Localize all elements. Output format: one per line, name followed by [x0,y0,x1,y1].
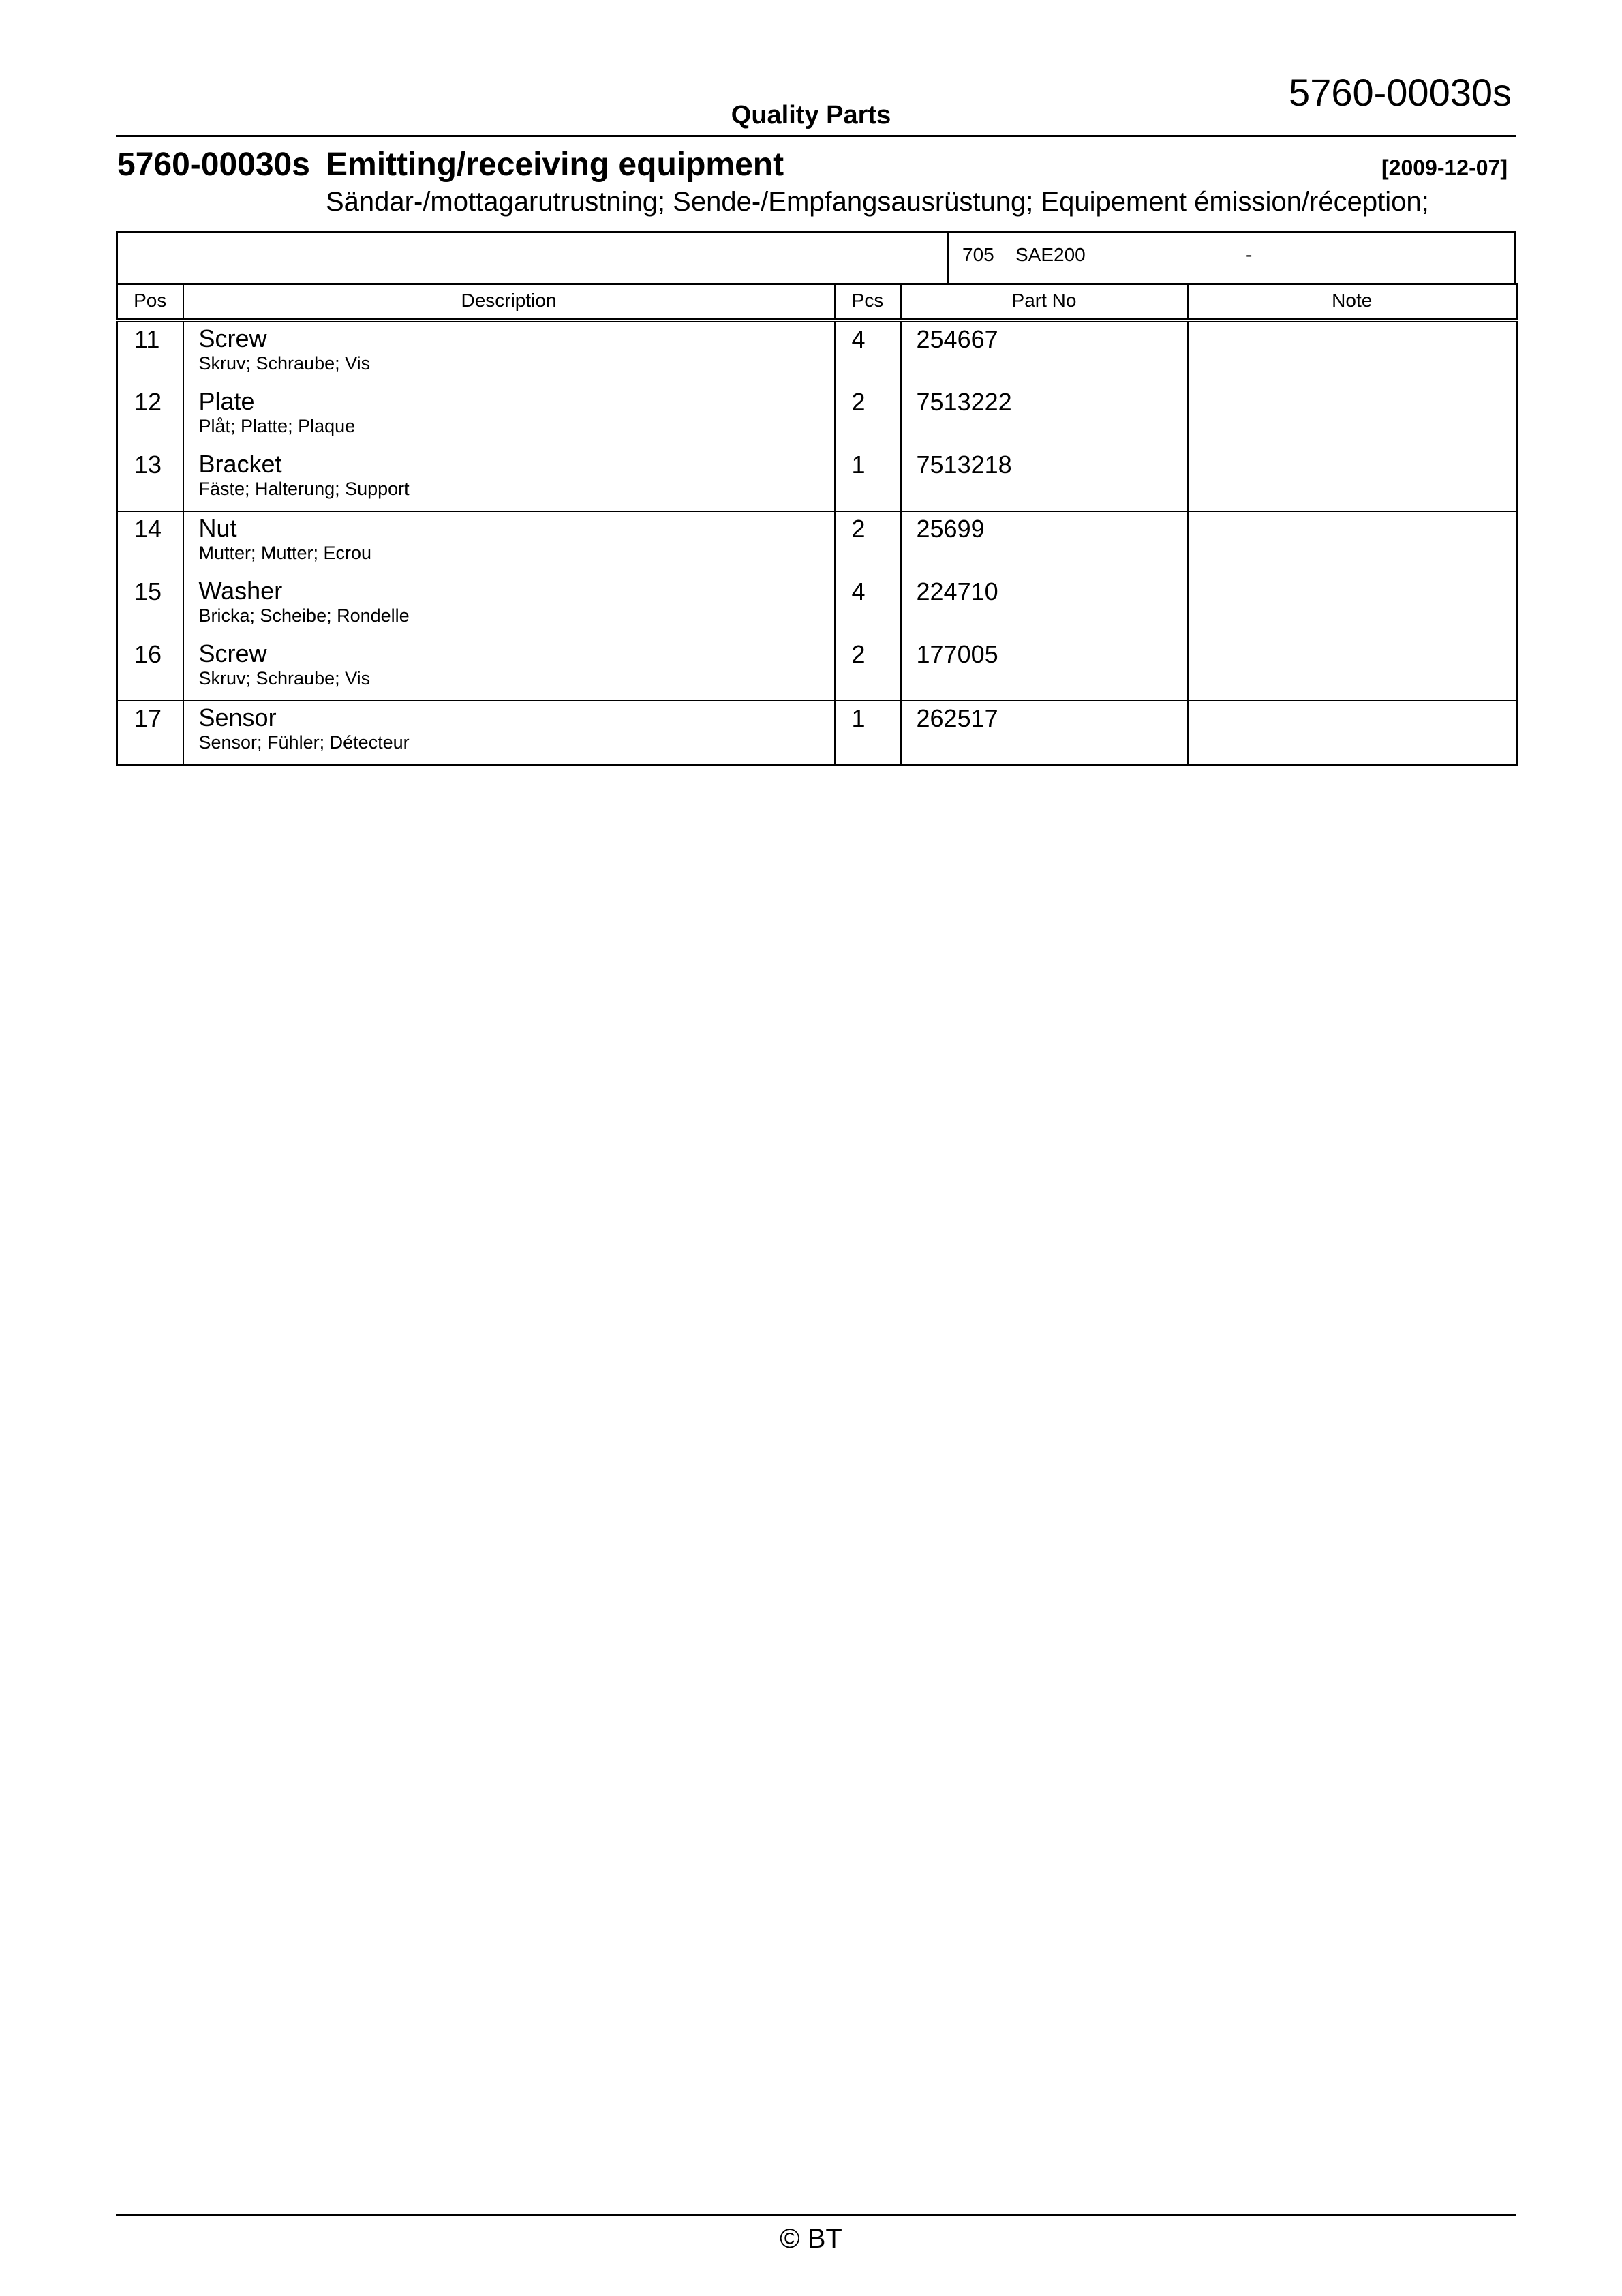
table-row [117,320,1517,385]
document-number: 5760-00030s [1289,71,1512,114]
table-row [117,511,1517,575]
row-note [1188,511,1517,575]
row-part-no: 7513218 [901,448,1188,511]
row-pos: 16 [117,637,183,701]
row-part-no: 254667 [901,320,1188,385]
table-row [117,448,1517,511]
row-translation: Mutter; Mutter; Ecrou [198,543,372,563]
row-description [183,575,835,637]
row-note [1188,637,1517,701]
row-name: Sensor [198,704,277,731]
part-code: 5760-00030s [117,147,310,183]
row-pcs: 2 [835,385,901,448]
row-pcs: 2 [835,637,901,701]
model-info-box [116,231,1516,285]
row-pos: 12 [117,385,183,448]
row-translation: Bricka; Scheibe; Rondelle [198,605,410,626]
row-description [183,320,835,385]
table-header-row [117,283,1517,320]
model-number: 705 [962,244,994,265]
model-info-divider [947,233,949,283]
header-divider [116,135,1516,137]
row-note [1188,320,1517,385]
table-row [117,575,1517,637]
page-header-title: Quality Parts [731,101,891,130]
column-header-part-no: Part No [901,283,1188,320]
row-part-no: 25699 [901,511,1188,575]
row-pcs: 4 [835,575,901,637]
row-translation: Skruv; Schraube; Vis [198,353,371,374]
model-range: - [1246,244,1253,265]
row-pos: 11 [117,320,183,385]
row-note [1188,701,1517,766]
row-description [183,448,835,511]
row-translation: Skruv; Schraube; Vis [198,668,371,689]
row-translation: Fäste; Halterung; Support [198,479,410,499]
column-header-pos: Pos [117,283,183,320]
row-note [1188,575,1517,637]
part-date: [2009-12-07] [1381,155,1508,180]
row-description [183,511,835,575]
row-pos: 13 [117,448,183,511]
row-pos: 17 [117,701,183,766]
row-pcs: 4 [835,320,901,385]
row-translation: Sensor; Fühler; Détecteur [198,732,410,753]
row-pos: 14 [117,511,183,575]
row-name: Bracket [198,450,282,478]
row-part-no: 7513222 [901,385,1188,448]
part-title-translations: Sändar-/mottagarutrustning; Sende-/Empfangsausrüstung; Equipement émission/réception; [326,187,1429,217]
table-row [117,637,1517,701]
row-part-no: 262517 [901,701,1188,766]
row-name: Plate [198,387,255,415]
column-header-pcs: Pcs [835,283,901,320]
footer-copyright: © BT [780,2224,842,2254]
row-note [1188,385,1517,448]
parts-table [116,283,1518,766]
row-part-no: 177005 [901,637,1188,701]
row-pos: 15 [117,575,183,637]
row-description [183,701,835,766]
part-title: Emitting/receiving equipment [326,147,784,183]
table-row [117,701,1517,766]
model-name: SAE200 [1015,244,1086,265]
column-header-note: Note [1188,283,1517,320]
row-pcs: 1 [835,448,901,511]
table-row [117,385,1517,448]
row-description [183,385,835,448]
row-name: Nut [198,514,237,542]
row-part-no: 224710 [901,575,1188,637]
row-note [1188,448,1517,511]
footer-divider [116,2214,1516,2216]
row-translation: Plåt; Platte; Plaque [198,416,356,436]
column-header-description: Description [183,283,835,320]
row-name: Screw [198,639,267,667]
row-name: Washer [198,577,283,605]
row-pcs: 2 [835,511,901,575]
row-pcs: 1 [835,701,901,766]
row-name: Screw [198,324,267,352]
row-description [183,637,835,701]
